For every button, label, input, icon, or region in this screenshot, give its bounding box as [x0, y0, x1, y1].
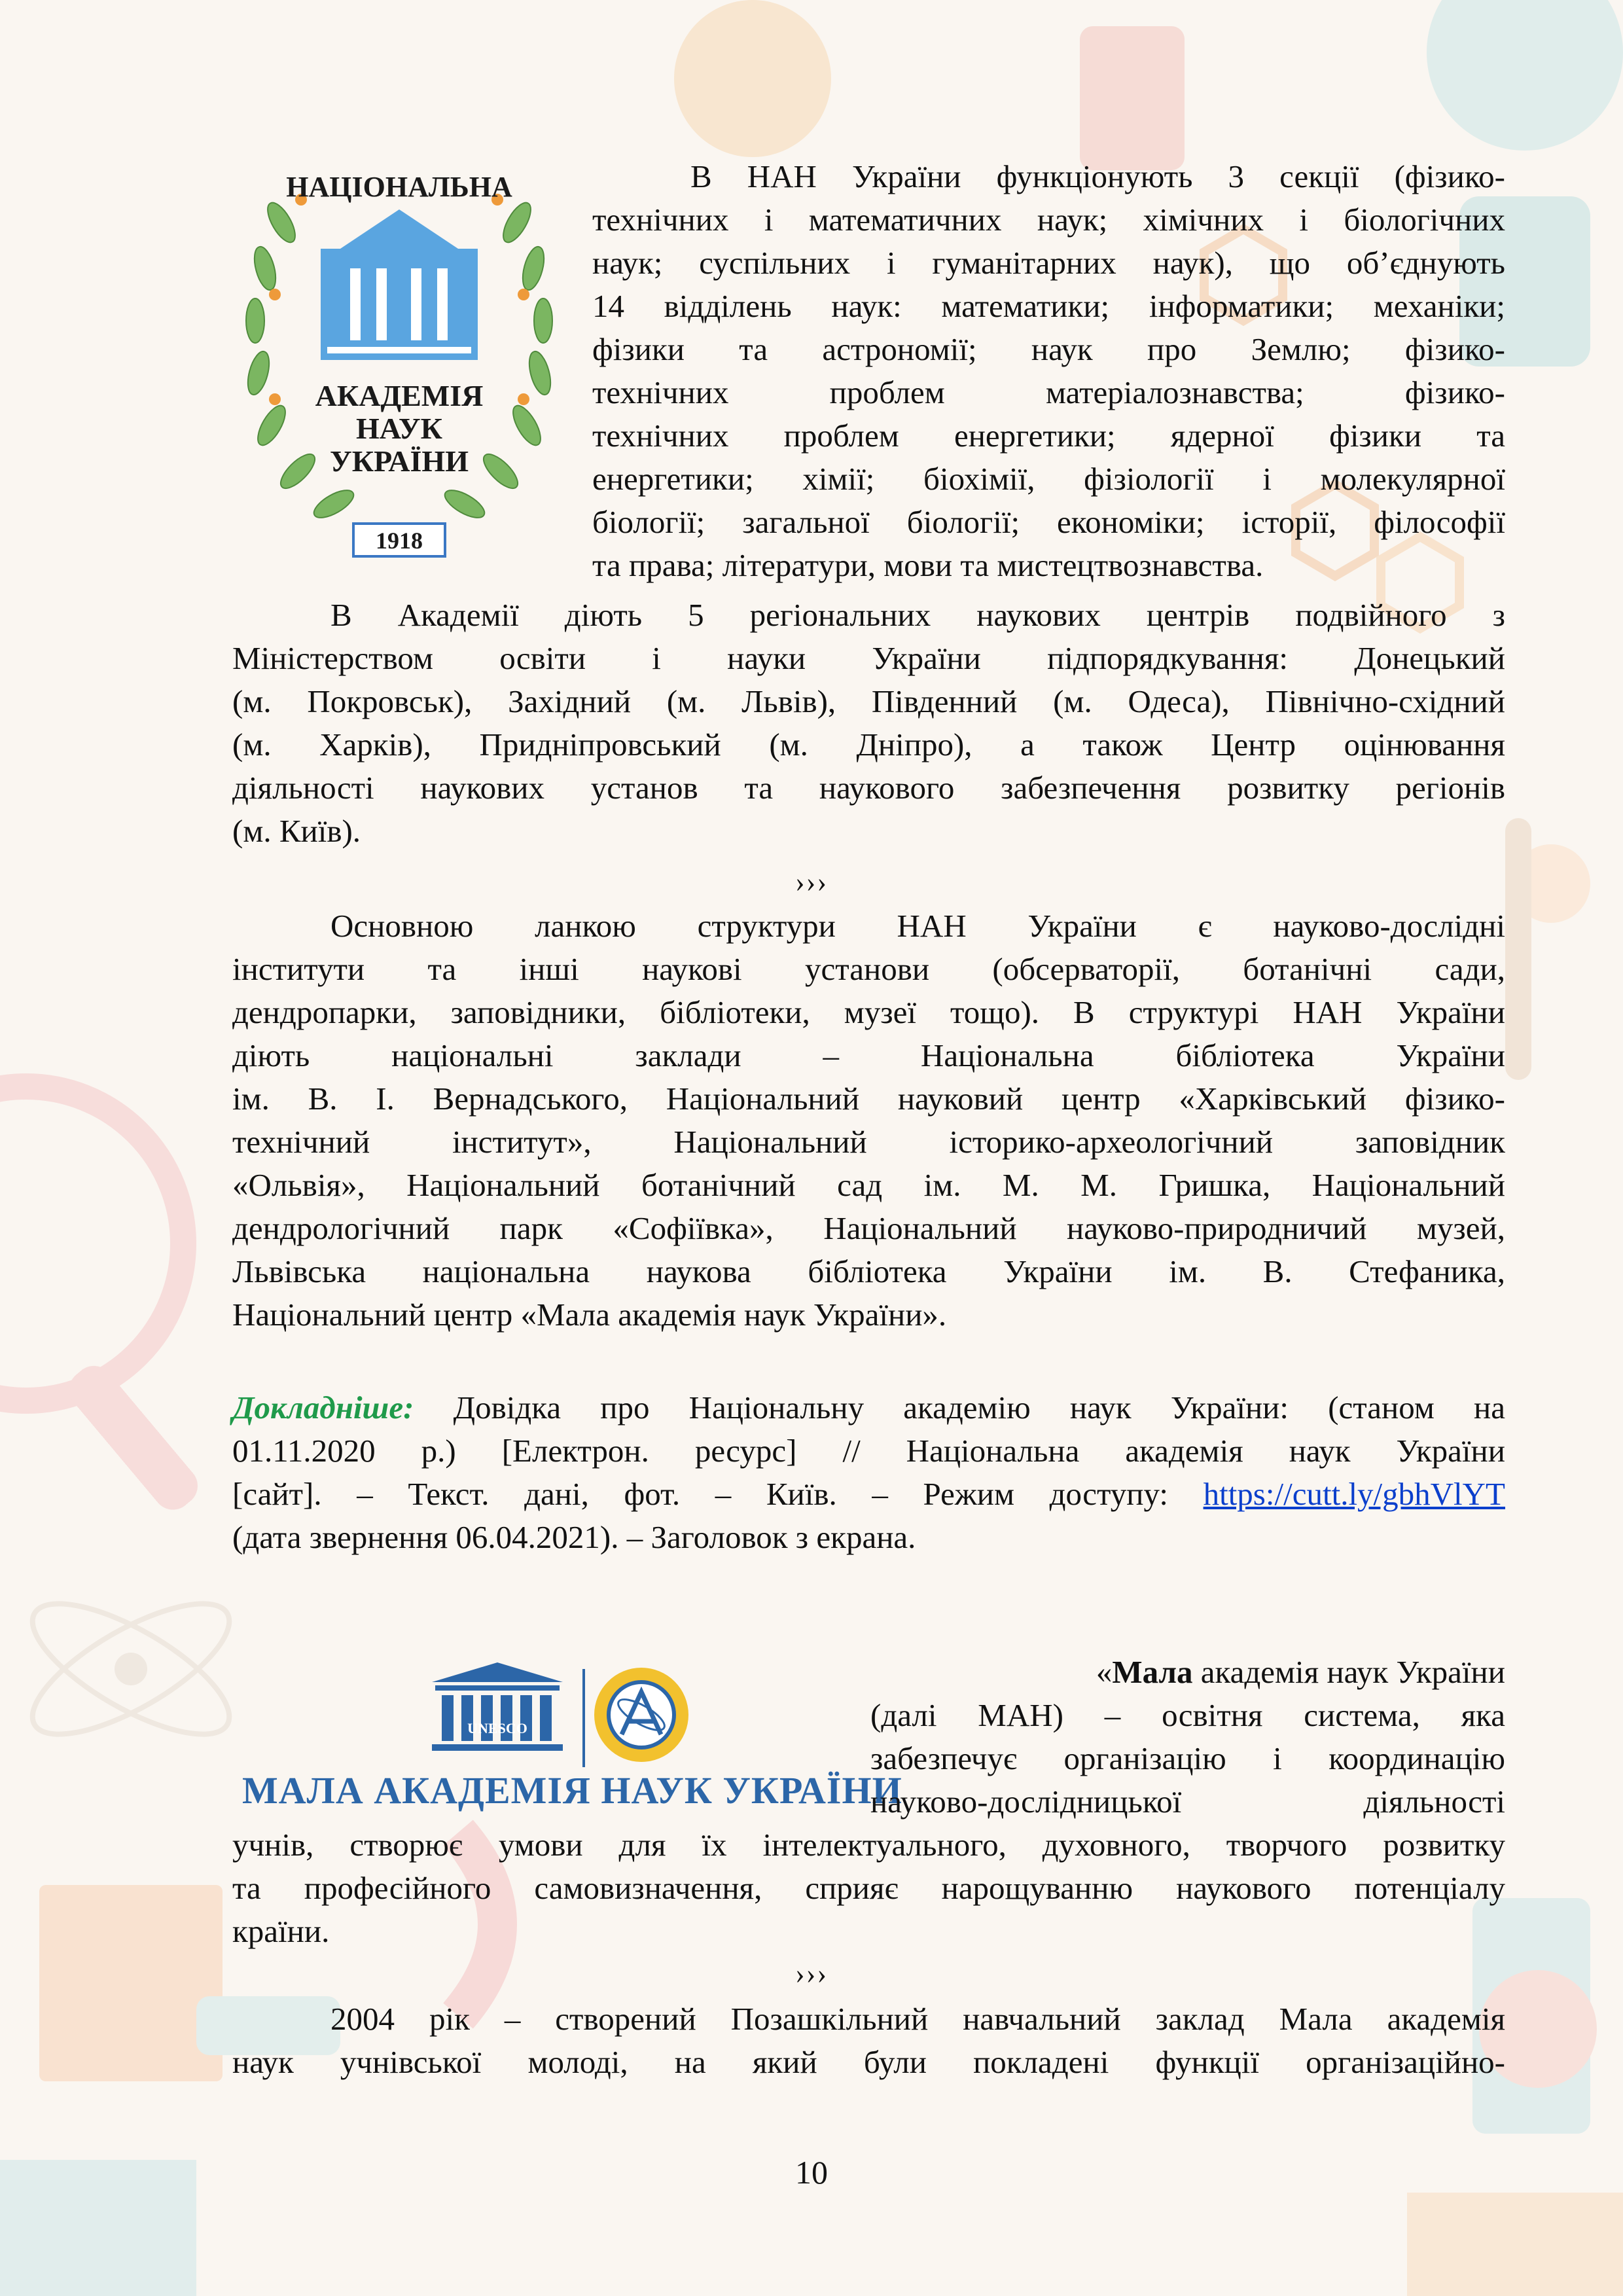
- text-line: учнів, створює умови для їх інтелектуального, духовного, творчого розвитку: [232, 1827, 1505, 1863]
- text-line: та права; літератури, мови та мистецтвознавства.: [592, 547, 1264, 583]
- paragraph-regional-centers: [232, 594, 1505, 853]
- text-line: (м. Покровськ), Західний (м. Львів), Південний (м. Одеса), Північно-східний: [232, 683, 1505, 719]
- text-line: Львівська національна наукова бібліотека України ім. В. Стефаника,: [232, 1253, 1505, 1289]
- paragraph-2004: [232, 1998, 1505, 2084]
- text-line: (дата звернення 06.04.2021). – Заголовок з екрана.: [232, 1519, 916, 1555]
- text-line: Міністерством освіти і науки України підпорядкування: Донецький: [232, 640, 1505, 676]
- text-line: технічний інститут», Національний історико-археологічний заповідник: [232, 1124, 1505, 1160]
- source-link[interactable]: https://cutt.ly/gbhVlYT: [1203, 1476, 1505, 1512]
- text-line: [сайт]. – Текст. дані, фот. – Київ. – Режим доступу:: [232, 1476, 1204, 1512]
- text-line: (далі МАН) – освітня система, яка: [870, 1697, 1505, 1733]
- text-line: (м. Харків), Придніпровський (м. Дніпро), а також Центр оцінювання: [232, 726, 1505, 762]
- text-line: ім. В. І. Вернадського, Національний науковий центр «Харківський фізико-: [232, 1081, 1505, 1117]
- more-info-block: [232, 1386, 1505, 1559]
- man-logo-title: МАЛА АКАДЕМІЯ НАУК УКРАЇНИ: [242, 1769, 902, 1812]
- text-line: технічних і математичних наук; хімічних і біологічних: [592, 202, 1505, 238]
- quote-open: «: [1096, 1654, 1113, 1690]
- text-line: та професійного самовизначення, сприяє нарощуванню наукового потенціалу: [232, 1870, 1505, 1906]
- text-line: Основною ланкою структури НАН України є науково-дослідні: [330, 908, 1505, 944]
- text-line: (м. Київ).: [232, 813, 361, 849]
- bold-term: Мала: [1112, 1654, 1193, 1690]
- emblem-line2: НАУК: [355, 412, 443, 445]
- text-line: технічних проблем матеріалознавства; фізико-: [592, 374, 1505, 410]
- text-line: фізики та астрономії; наук про Землю; фізико-: [592, 331, 1505, 367]
- text-line: 01.11.2020 р.) [Електрон. ресурс] // Національна академія наук України: [232, 1433, 1505, 1469]
- text-line: 2004 рік – створений Позашкільний навчальний заклад Мала академія: [330, 2001, 1505, 2037]
- text-line: наук учнівської молоді, на який були покладені функції організаційно-: [232, 2044, 1505, 2080]
- text-line: біології; загальної біології; економіки; історії, філософії: [592, 504, 1505, 540]
- text-line: В НАН України функціонують 3 секції (фізико-: [690, 158, 1505, 194]
- text-line: академія наук України: [1192, 1654, 1505, 1690]
- separator: ›››: [795, 866, 828, 898]
- text-line: дендропарки, заповідники, бібліотеки, музеї тощо). В структурі НАН України: [232, 994, 1505, 1030]
- emblem-top-text: НАЦІОНАЛЬНА: [286, 171, 512, 203]
- text-line: 14 відділень наук: математики; інформатики; механіки;: [592, 288, 1505, 324]
- nan-emblem-logo: [236, 137, 563, 576]
- more-info-text: Довідка про Національну академію наук України: (станом на: [414, 1390, 1505, 1426]
- text-line: науково-дослідницької діяльності: [870, 1784, 1505, 1820]
- text-line: діяльності наукових установ та наукового забезпечення розвитку регіонів: [232, 770, 1505, 806]
- text-line: В Академії діють 5 регіональних наукових центрів подвійного з: [330, 597, 1505, 633]
- text-line: «Ольвія», Національний ботанічний сад ім. М. М. Гришка, Національний: [232, 1167, 1505, 1203]
- paragraph-sections: [592, 155, 1505, 587]
- text-line: забезпечує організацію і координацію: [870, 1740, 1505, 1776]
- text-line: Національний центр «Мала академія наук України».: [232, 1297, 947, 1333]
- text-line: інститути та інші наукові установи (обсерваторії, ботанічні сади,: [232, 951, 1505, 987]
- text-line: дендрологічний парк «Софіївка», Національний науково-природничий музей,: [232, 1210, 1505, 1246]
- emblem-line1: АКАДЕМІЯ: [315, 379, 484, 412]
- emblem-year: 1918: [376, 528, 423, 554]
- text-line: діють національні заклади – Національна бібліотека України: [232, 1037, 1505, 1073]
- separator: ›››: [795, 1958, 828, 1990]
- paragraph-man-continued: [232, 1823, 1505, 1953]
- more-info-label: Докладніше:: [232, 1390, 414, 1426]
- paragraph-structure: [232, 905, 1505, 1336]
- unesco-text: UNESCO: [467, 1720, 527, 1736]
- text-line: енергетики; хімії; біохімії, фізіології і молекулярної: [592, 461, 1505, 497]
- text-line: наук; суспільних і гуманітарних наук), що об’єднують: [592, 245, 1505, 281]
- page-number: 10: [795, 2154, 828, 2191]
- paragraph-man-intro: [870, 1651, 1505, 1823]
- text-line: технічних проблем енергетики; ядерної фізики та: [592, 418, 1505, 454]
- man-logo: [242, 1662, 902, 1813]
- emblem-line3: УКРАЇНИ: [329, 444, 469, 478]
- text-line: країни.: [232, 1913, 330, 1949]
